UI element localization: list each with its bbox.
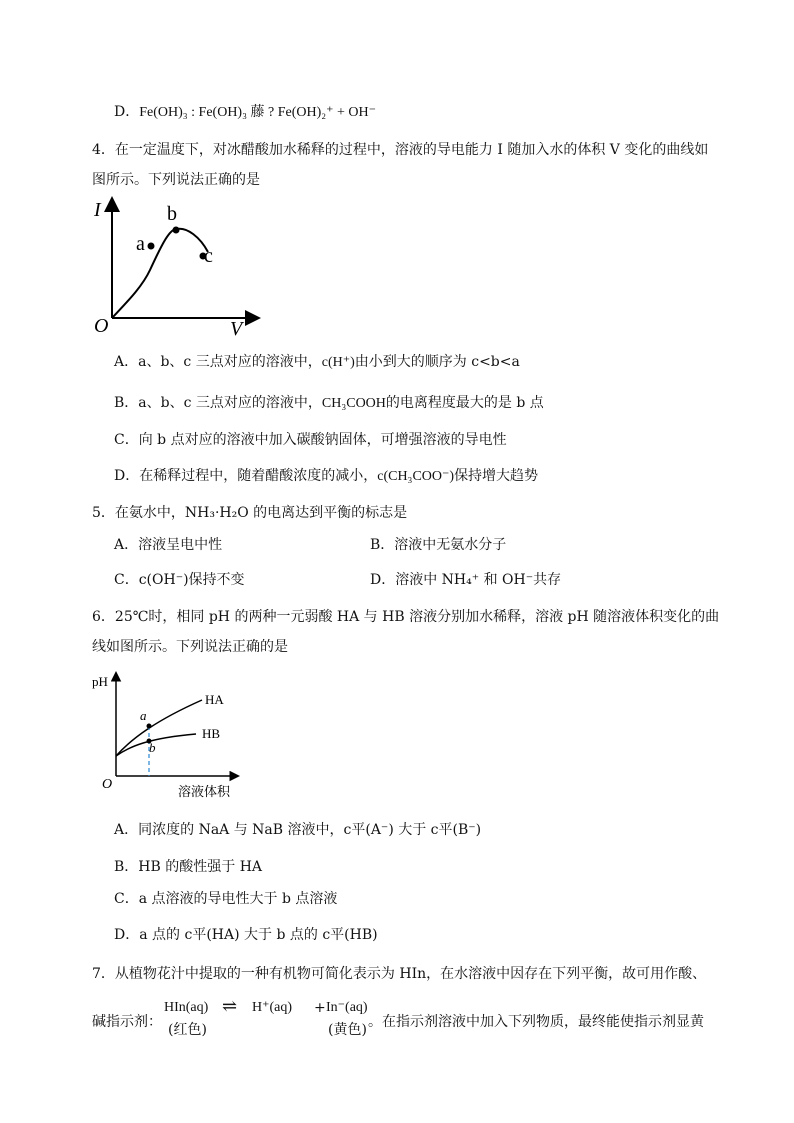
q7-stem-prefix: 碱指示剂： [92,1014,162,1030]
option-text: 同浓度的 NaA 与 NaB 溶液中，c平(A⁻) 大于 c平(B⁻) [138,822,482,838]
option-text-2: 保持增大趋势 [454,468,539,484]
q4-label-y: I [94,199,101,221]
option-label: C． [114,891,139,907]
option-label: D． [114,104,140,120]
option-expr: c(H⁺) [321,355,355,370]
eq-plus: + [314,1000,326,1016]
option-text: 溶液中无氨水分子 [394,537,507,553]
q6-option-c [114,889,337,909]
q6-stem-line2: 线如图所示。下列说法正确的是 [92,639,288,655]
q5-option-c [114,570,245,590]
q6-option-d [114,925,378,945]
q6-point-a [147,724,152,729]
option-text: 溶液呈电中性 [138,537,223,553]
eq-color-right: (黄色) [328,1022,367,1038]
q6-label-hb: HB [202,726,221,741]
q4-option-a [114,352,520,373]
eq-arrow: ⇌ [222,996,238,1017]
q5-option-a [114,535,222,555]
option-text: 溶液中 NH₄⁺ 和 OH⁻共存 [395,572,562,588]
q4-point-b [173,227,180,234]
option-label: D． [370,572,396,588]
q4-stem-line1: 4．在一定温度下，对冰醋酸加水稀释的过程中，溶液的导电能力 I 随加入水的体积 V 变化的曲线如 [92,142,709,158]
q6-label-y: pH [92,674,108,689]
q4-curve [112,229,208,318]
q6-label-b: b [149,740,156,755]
q4-label-origin: O [94,315,109,337]
eq-left: HIn(aq) [164,1000,209,1015]
q6-label-a: a [140,708,147,723]
q4-option-c [114,430,507,450]
option-text: c(OH⁻)保持不变 [138,572,245,588]
option-label: B． [114,395,139,411]
q6-label-origin: O [102,777,113,792]
q6-label-x: 溶液体积 [178,784,231,799]
option-label: D． [114,927,140,943]
option-text: a 点的 c平(HA) 大于 b 点的 c平(HB) [139,927,378,943]
option-text: a、b、c 三点对应的溶液中， [138,354,322,370]
q4-option-b [114,393,544,414]
eq-right: In⁻(aq) [326,1000,368,1015]
option-label: D． [114,468,140,484]
option-text: Fe(OH)₃ : Fe(OH)₃ 藤 ? Fe(OH)₂⁺ + OH⁻ [139,105,377,120]
option-label: B． [370,537,395,553]
q7-stem-line1: 7．从植物花汁中提取的一种有机物可简化表示为 HIn，在水溶液中因存在下列平衡，故可用作酸、 [92,966,707,982]
q4-label-b: b [167,203,177,225]
q6-label-ha: HA [205,692,224,707]
q4-label-c: c [204,245,213,267]
option-label: A． [114,822,139,838]
option-text: 向 b 点对应的溶液中加入碳酸钠固体，可增强溶液的导电性 [138,432,507,448]
q6-option-a [114,820,481,840]
q4-option-d [114,466,538,487]
q4-point-a [148,243,155,250]
q4-figure [92,192,272,337]
option-label: A． [114,354,139,370]
q4-stem-line2: 图所示。下列说法正确的是 [92,172,260,188]
option-text-2: 的电离程度最大的是 b 点 [385,395,544,411]
option-label: C． [114,432,139,448]
q4-label-a: a [136,233,145,255]
option-label: C． [114,572,139,588]
option-expr: c(CH₃COO⁻) [377,469,455,484]
q4-label-x: V [230,318,243,337]
option-text: a、b、c 三点对应的溶液中， [138,395,322,411]
eq-mid: H⁺(aq) [252,1000,293,1015]
option-text-2: 由小到大的顺序为 c<b<a [354,354,520,370]
q5-option-b [370,535,506,555]
q6-curve-ha [116,700,202,756]
option-text: a 点溶液的导电性大于 b 点溶液 [138,891,338,907]
eq-color-left: (红色) [168,1022,207,1038]
q6-figure [92,668,252,803]
option-text: 在稀释过程中，随着醋酸浓度的减小， [139,468,378,484]
q5-stem: 5．在氨水中，NH₃·H₂O 的电离达到平衡的标志是 [92,505,408,521]
q5-option-d [370,570,561,590]
option-expr: CH₃COOH [321,396,386,411]
q6-option-b [114,857,262,877]
q3-option-d [114,102,376,123]
option-label: A． [114,537,139,553]
q7-equation [160,996,370,1044]
q6-stem-line1: 6．25℃时，相同 pH 的两种一元弱酸 HA 与 HB 溶液分别加水稀释，溶液 pH 随溶液体积变化的曲 [92,609,720,625]
option-text: HB 的酸性强于 HA [138,859,263,875]
option-label: B． [114,859,139,875]
q7-stem-suffix: 。在指示剂溶液中加入下列物质，最终能使指示剂显黄 [368,1014,704,1030]
